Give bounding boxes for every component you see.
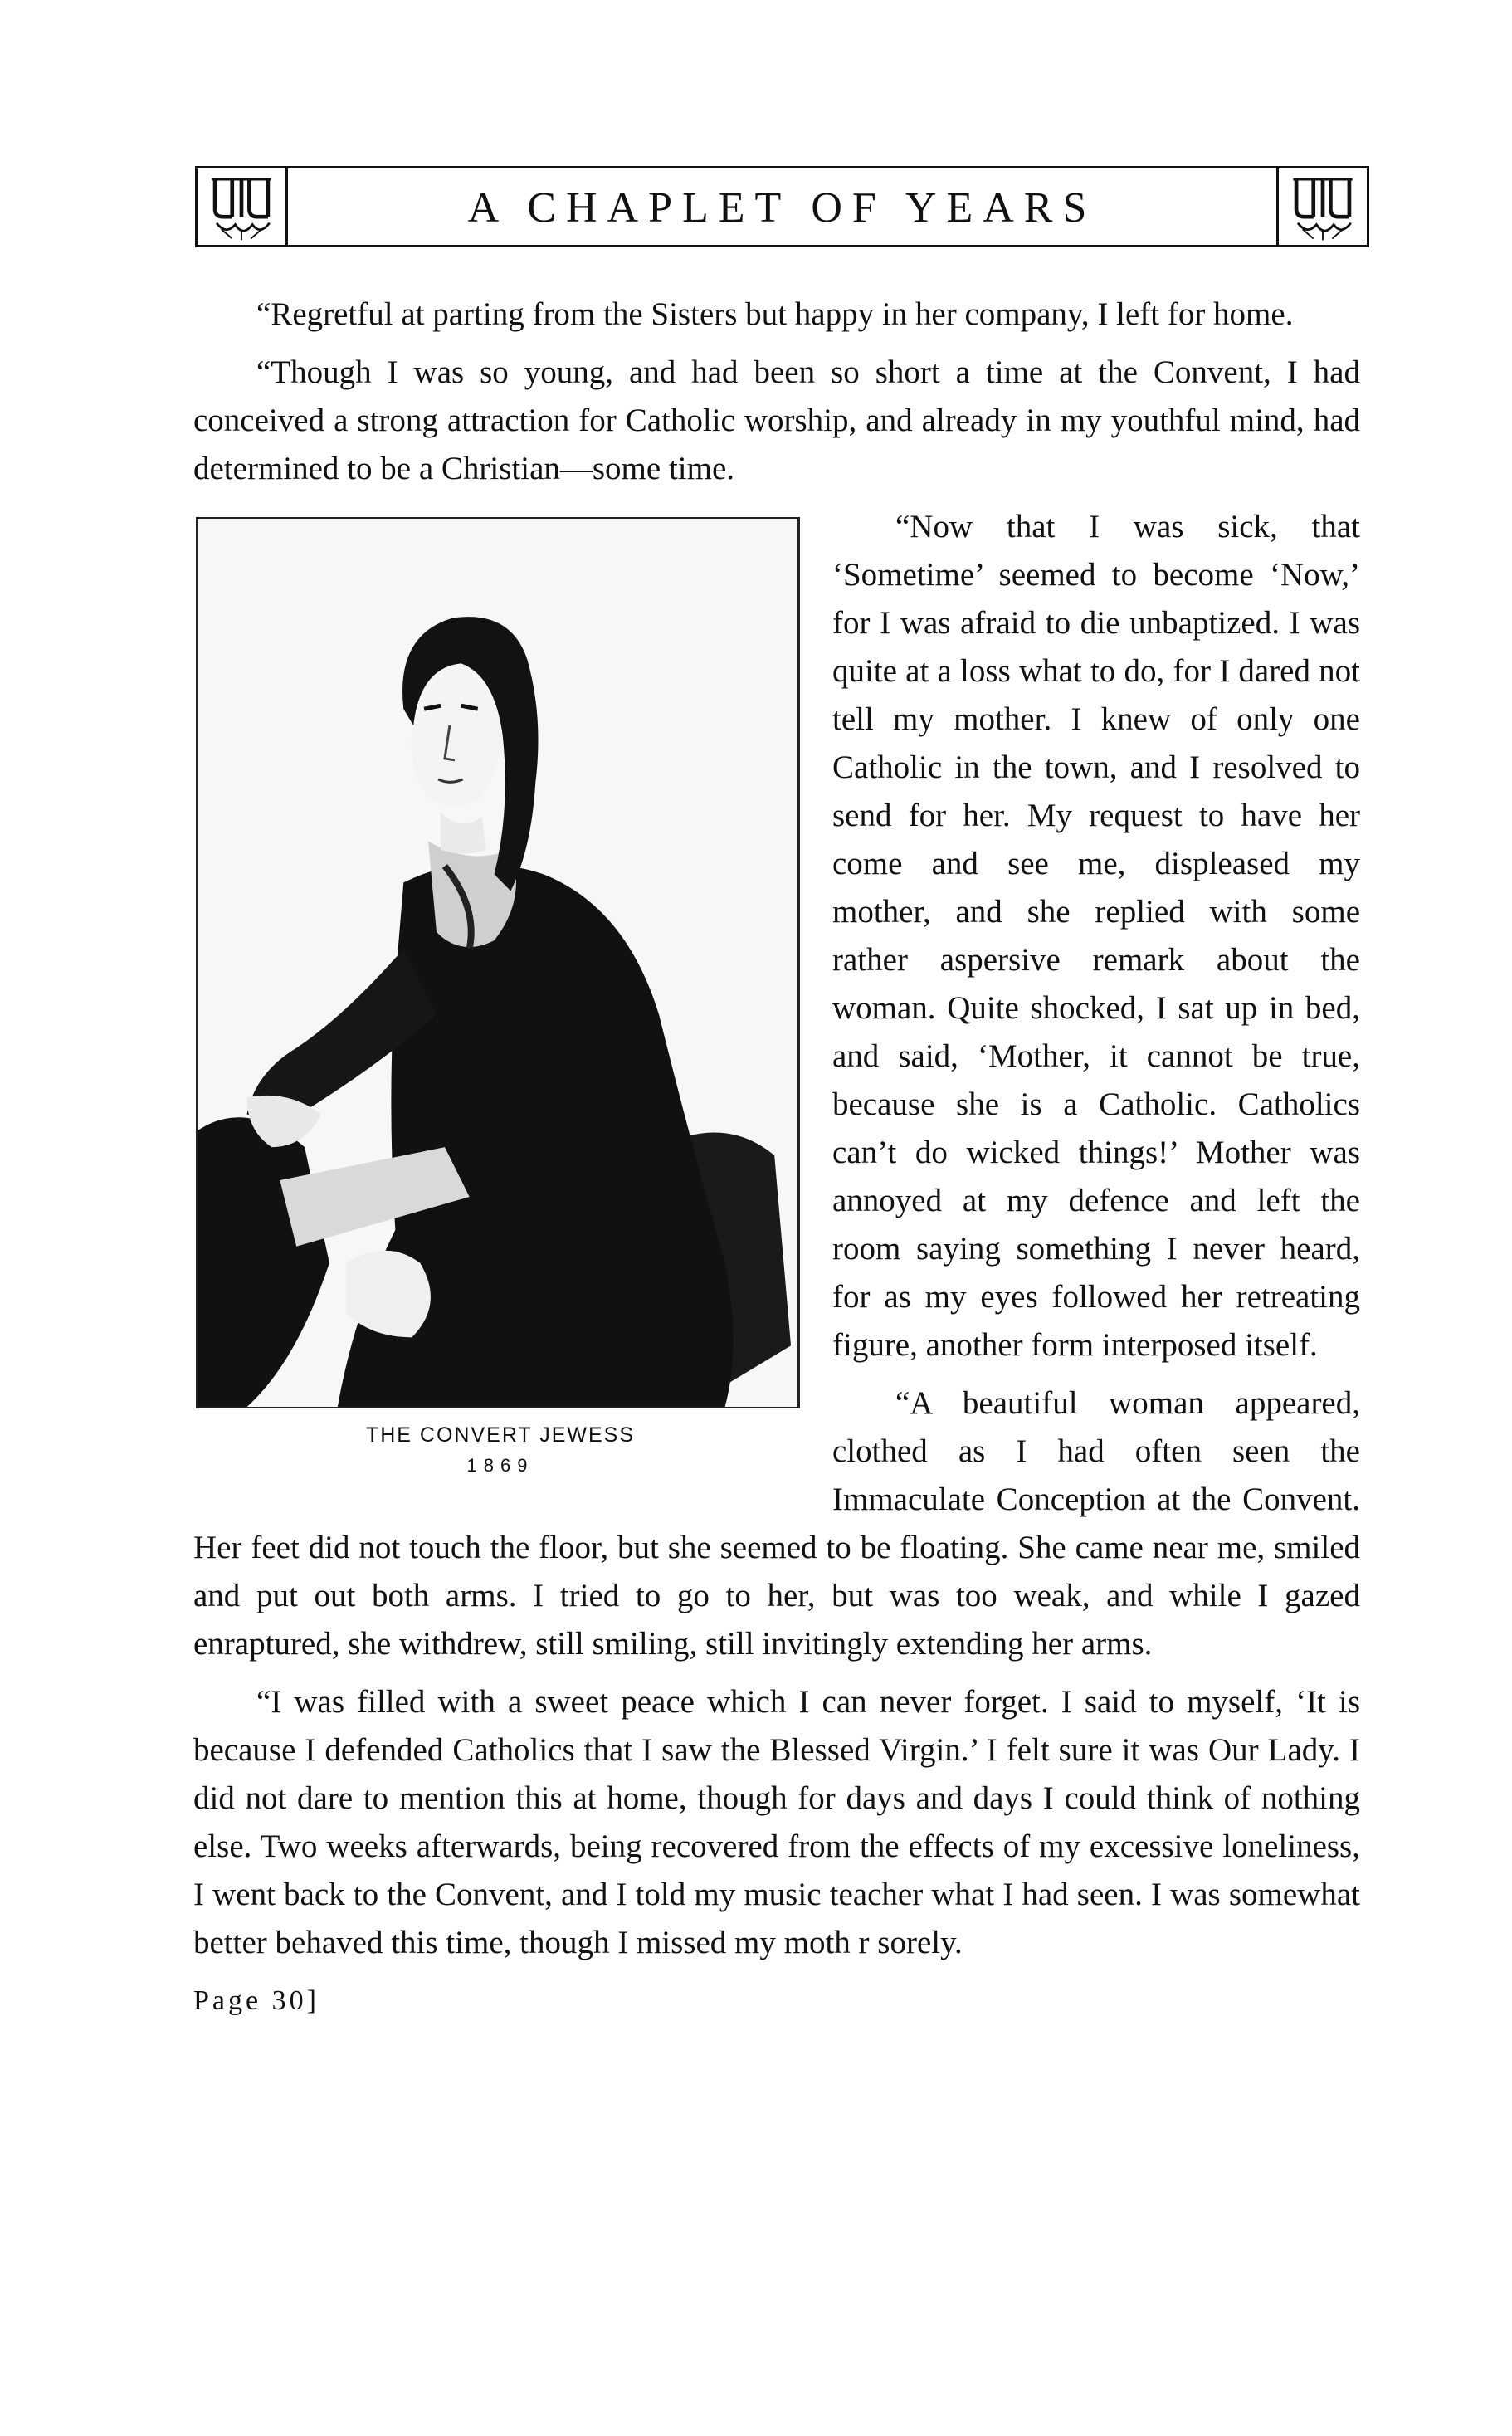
running-header [195, 166, 1369, 247]
monogram-ornament-icon [1276, 166, 1369, 247]
portrait-photograph [196, 517, 800, 1408]
body-text [193, 290, 1360, 2025]
running-title: A CHAPLET OF YEARS [467, 184, 1097, 232]
paragraph-3: “Now that I was sick, that ‘Sometime’ seemed to become ‘Now,’ for I was afraid to die unbaptized. I was quite at a loss what to do, for I dared not tell my mother. I knew of only one Catholic in the town, and I resolved to send for her. My request to have her come and see me, displeased my mother, and she replied with some rather aspersive remark about the woman. Quite shocked, I sat up in bed, and said, ‘Mother, it cannot be true, because she is a Catholic. Catholics can’t do wicked things!’ Mother was annoyed at my defence and left the room saying something I never heard, for as my eyes followed her retreating figure, another form interposed itself. [832, 509, 1360, 1363]
paragraph-1: “Regretful at parting from the Sisters but happy in her company, I left for home. [256, 296, 1294, 332]
paragraph-4: “A beautiful woman appeared, clothed as I had often seen the Immaculate Conception at the Convent. Her feet did not touch the floor, but she seemed to be floating. She came near me, smiled and put out both arms. I tried to go to her, but was too weak, and while I gazed enraptured, she withdrew, still smiling, still invitingly extending her arms. [193, 1385, 1360, 1662]
figure-caption-year: 1869 [466, 1455, 534, 1476]
portrait-figure [193, 513, 807, 1503]
monogram-ornament-icon [195, 166, 288, 247]
page-number: Page 30] [193, 1985, 319, 2016]
paragraph-2: “Though I was so young, and had been so short a time at the Convent, I had conceived a strong attraction for Catholic worship, and already in my youthful mind, had determined to be a Christian—some time. [193, 354, 1360, 486]
paragraph-5: “I was filled with a sweet peace which I can never forget. I said to myself, ‘It is because I defended Catholics that I saw the Blessed Virgin.’ I felt sure it was Our Lady. I did not dare to mention this at home, though for days and days I could think of nothing else. Two weeks afterwards, being recovered from the effects of my excessive loneliness, I went back to the Convent, and I told my music teacher what I had seen. I was somewhat better behaved this time, though I missed my moth r sorely. [193, 1684, 1360, 1960]
figure-caption: THE CONVERT JEWESS [365, 1423, 635, 1447]
